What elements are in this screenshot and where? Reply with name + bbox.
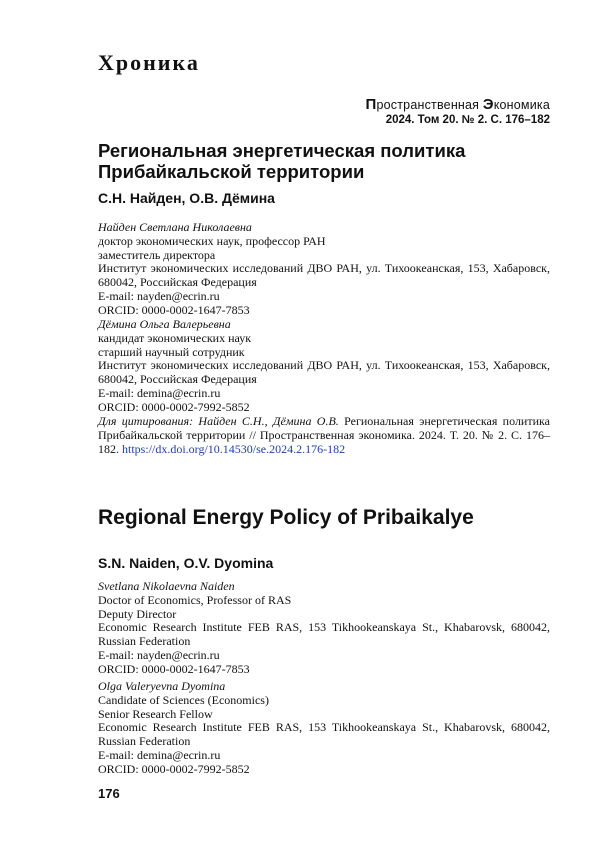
- author-affiliation: Институт экономических исследований ДВО РАН, ул. Тихоокеанская, 153, Хабаровск, 680042, Российская Федерация: [98, 261, 550, 290]
- author-orcid: ORCID: 0000-0002-1647-7853: [98, 661, 250, 676]
- author-affiliation: Институт экономических исследований ДВО РАН, ул. Тихоокеанская, 153, Хабаровск, 680042, Российская Федерация: [98, 358, 550, 387]
- author-position: Senior Research Fellow: [98, 706, 213, 721]
- author-orcid: ORCID: 0000-0002-1647-7853: [98, 302, 250, 317]
- article-title-ru: [98, 140, 518, 182]
- citation-body: Региональная энергетическая политика Прибайкальской территории // Пространственная экономика. 2024. Т. 20. № 2. С. 176–182.: [98, 414, 550, 456]
- author-affiliation: Economic Research Institute FEB RAS, 153 Tikhookeanskaya St., Khabarovsk, 680042, Russian Federation: [98, 620, 550, 649]
- author-position: заместитель директора: [98, 247, 216, 262]
- author-info-ru-1: [98, 221, 550, 318]
- author-email: E-mail: demina@ecrin.ru: [98, 747, 221, 762]
- author-orcid: ORCID: 0000-0002-7992-5852: [98, 761, 250, 776]
- journal-name: [366, 96, 550, 113]
- author-name: Svetlana Nikolaevna Naiden: [98, 579, 235, 593]
- title-ru-line-2: Прибайкальской территории: [98, 161, 365, 182]
- journal-name-initial-1: П: [365, 96, 377, 113]
- author-email: E-mail: nayden@ecrin.ru: [98, 288, 220, 303]
- article-title-en: Regional Energy Policy of Pribaikalye: [98, 506, 474, 529]
- authors-en: S.N. Naiden, O.V. Dyomina: [98, 555, 274, 571]
- title-ru-line-1: Региональная энергетическая политика: [98, 140, 466, 161]
- page-number: 176: [98, 786, 120, 801]
- author-position: старший научный сотрудник: [98, 344, 245, 359]
- authors-ru: С.Н. Найден, О.В. Дёмина: [98, 190, 275, 206]
- journal-name-part-2: кономика: [493, 98, 550, 112]
- citation-prefix: Для цитирования: Найден С.Н., Дёмина О.В.: [98, 414, 339, 428]
- author-degree: кандидат экономических наук: [98, 330, 252, 345]
- section-heading: Хроника: [98, 50, 200, 75]
- author-degree: Candidate of Sciences (Economics): [98, 692, 269, 707]
- author-degree: Doctor of Economics, Professor of RAS: [98, 592, 292, 607]
- author-name: Дёмина Ольга Валерьевна: [98, 317, 231, 331]
- journal-issue: 2024. Том 20. № 2. С. 176–182: [385, 114, 550, 126]
- journal-header: [366, 96, 550, 126]
- doi-link[interactable]: https://dx.doi.org/10.14530/se.2024.2.176-182: [122, 441, 346, 456]
- author-email: E-mail: nayden@ecrin.ru: [98, 647, 220, 662]
- author-name: Найден Светлана Николаевна: [98, 220, 252, 234]
- journal-name-initial-2: Э: [482, 96, 494, 113]
- author-info-en-1: [98, 580, 550, 677]
- author-affiliation: Economic Research Institute FEB RAS, 153 Tikhookeanskaya St., Khabarovsk, 680042, Russian Federation: [98, 720, 550, 749]
- author-email: E-mail: demina@ecrin.ru: [98, 385, 221, 400]
- citation: [98, 415, 550, 456]
- author-position: Deputy Director: [98, 606, 177, 621]
- author-info-ru-2: [98, 318, 550, 415]
- author-info-en-2: [98, 680, 550, 777]
- author-degree: доктор экономических наук, профессор РАН: [98, 233, 326, 248]
- author-orcid: ORCID: 0000-0002-7992-5852: [98, 399, 250, 414]
- journal-name-part-1: ространственная: [376, 98, 483, 112]
- author-name: Olga Valeryevna Dyomina: [98, 679, 226, 693]
